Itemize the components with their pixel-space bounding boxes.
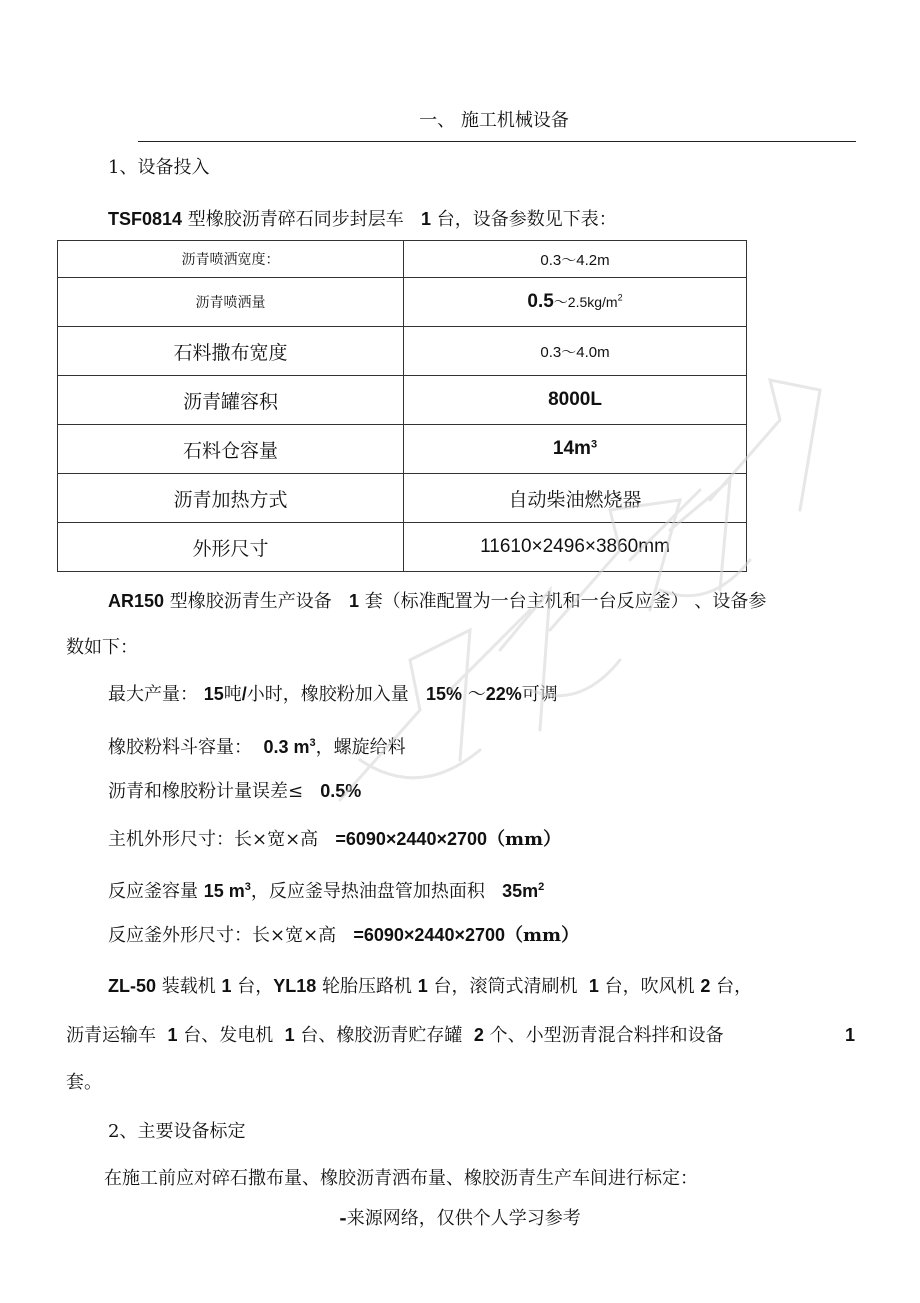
param-text: 反应釜容量 <box>108 881 198 902</box>
ar150-quantity: 1 <box>348 591 359 611</box>
equipment-value: 1 <box>588 976 599 996</box>
ar150-text-2: 套（标准配置为一台主机和一台反应釜） 、设备参 <box>364 591 767 612</box>
param-value: 15 <box>203 684 224 704</box>
param-value: =6090×2440×2700 <box>353 925 506 945</box>
param-text: 反应釜外形尺寸：长×宽×高 <box>108 925 337 946</box>
footer-text: 来源网络，仅供个人学习参考 <box>346 1208 581 1229</box>
equipment-value: 1 <box>284 1025 295 1045</box>
spec-value <box>404 278 747 327</box>
table-row <box>58 425 747 474</box>
table-row <box>58 376 747 425</box>
param-value: 35m <box>502 881 539 901</box>
section-heading-1: 1、设备投入 <box>108 157 210 178</box>
spec-label: 石料撒布宽度 <box>58 327 404 376</box>
other-equipment-line-3: 套。 <box>66 1072 102 1093</box>
spec-value-sup: 3 <box>590 438 598 451</box>
equipment-text: 台、橡胶沥青贮存罐 <box>294 1025 474 1046</box>
param-value: 0.3 m <box>263 737 310 757</box>
equipment-value: 1 <box>167 1025 178 1045</box>
equipment-text: 台，滚筒式清刷机 <box>427 976 589 997</box>
param-text: 可调 <box>521 684 558 705</box>
footer-dash: - <box>339 1208 347 1229</box>
ar150-paragraph <box>108 589 766 614</box>
param-value: 22% <box>485 684 522 704</box>
spec-label: 沥青喷洒量 <box>58 278 404 327</box>
equipment-text: 台， <box>231 976 274 997</box>
equipment-value: 1 <box>417 976 428 996</box>
ar150-paragraph-cont: 数如下： <box>66 637 138 658</box>
spec-value: 11610×2496×3860mm <box>404 523 747 572</box>
equipment-value: 2 <box>473 1025 484 1045</box>
table-row <box>58 241 747 278</box>
ar150-text: 型橡胶沥青生产设备 <box>169 591 332 612</box>
equipment-value: ZL-50 <box>108 976 157 996</box>
param-value: 15% <box>425 684 462 704</box>
param-text: ，反应釜导热油盘管加热面积 <box>250 881 485 902</box>
spec-value-rest: ～2.5kg/m <box>553 294 618 310</box>
param-line <box>108 827 561 852</box>
equipment-value: 1 <box>221 976 232 996</box>
param-text: ～ <box>467 684 486 705</box>
equipment-value: YL18 <box>273 976 317 996</box>
param-text: 小时，橡胶粉加入量 <box>246 684 409 705</box>
equipment-value: 2 <box>700 976 711 996</box>
param-value: 15 m <box>203 881 245 901</box>
spec-label: 石料仓容量 <box>58 425 404 474</box>
param-line <box>108 923 579 948</box>
equipment-text: 台， <box>710 976 753 997</box>
param-text: ，螺旋给料 <box>315 737 406 758</box>
table-row <box>58 474 747 523</box>
intro-text-2: 台，设备参数见下表： <box>436 209 617 230</box>
equipment-text: 台，吹风机 <box>598 976 701 997</box>
section-heading-2: 2、主要设备标定 <box>108 1121 246 1142</box>
spec-label: 沥青加热方式 <box>58 474 404 523</box>
param-text: 橡胶粉料斗容量： <box>108 737 252 758</box>
equipment-text: 个、小型沥青混合料拌和设备 <box>483 1025 724 1046</box>
spec-label: 沥青罐容积 <box>58 376 404 425</box>
param-sup: 3 <box>309 737 316 749</box>
vehicle-model: TSF0814 <box>108 209 183 229</box>
calibration-paragraph: 在施工前应对碎石撒布量、橡胶沥青洒布量、橡胶沥青生产车间进行标定： <box>104 1168 698 1189</box>
spec-value-main: 0.5 <box>527 291 554 312</box>
param-sup: 2 <box>538 881 545 893</box>
spec-table <box>57 240 747 572</box>
param-line <box>108 875 544 904</box>
param-sup: 3 <box>244 881 251 893</box>
param-text: 主机外形尺寸：长×宽×高 <box>108 829 319 850</box>
intro-quantity: 1 <box>420 209 431 229</box>
equipment-text: 沥青运输车 <box>66 1025 168 1046</box>
spec-value: 0.3～4.0m <box>404 327 747 376</box>
equipment-text: 台、发电机 <box>177 1025 285 1046</box>
param-text: 沥青和橡胶粉计量误差≤ <box>108 781 304 802</box>
equipment-text: 装载机 <box>156 976 222 997</box>
equipment-model: AR150 <box>108 591 165 611</box>
param-value: 0.5% <box>320 781 362 801</box>
spec-value: 自动柴油燃烧器 <box>404 474 747 523</box>
other-equipment-qty: 1 <box>845 1025 856 1045</box>
param-line <box>108 731 406 760</box>
footer-note <box>0 1207 920 1231</box>
other-equipment-line-1 <box>108 974 752 999</box>
param-line <box>108 779 361 804</box>
param-text: / <box>241 684 247 704</box>
table-row <box>58 278 747 327</box>
other-equipment-line-2 <box>66 1023 724 1048</box>
spec-value <box>404 425 747 474</box>
spec-value: 0.3～4.2m <box>404 241 747 278</box>
spec-value-sup: 2 <box>617 292 623 303</box>
param-value: =6090×2440×2700 <box>335 829 488 849</box>
spec-value: 8000L <box>404 376 747 425</box>
equipment-text: 轮胎压路机 <box>316 976 418 997</box>
spec-label: 沥青喷洒宽度： <box>58 241 404 278</box>
param-text: （mm） <box>505 925 580 946</box>
spec-value-main: 14m <box>552 438 591 459</box>
param-text: （mm） <box>487 829 562 850</box>
table-row <box>58 327 747 376</box>
section-title: 一、 施工机械设备 <box>419 110 569 131</box>
intro-text: 型橡胶沥青碎石同步封层车 <box>187 209 404 230</box>
param-text: 吨 <box>223 684 242 705</box>
param-text: 最大产量： <box>108 684 198 705</box>
intro-paragraph <box>108 207 617 232</box>
title-underline <box>138 141 856 142</box>
spec-label: 外形尺寸 <box>58 523 404 572</box>
param-line <box>108 682 558 707</box>
table-row <box>58 523 747 572</box>
